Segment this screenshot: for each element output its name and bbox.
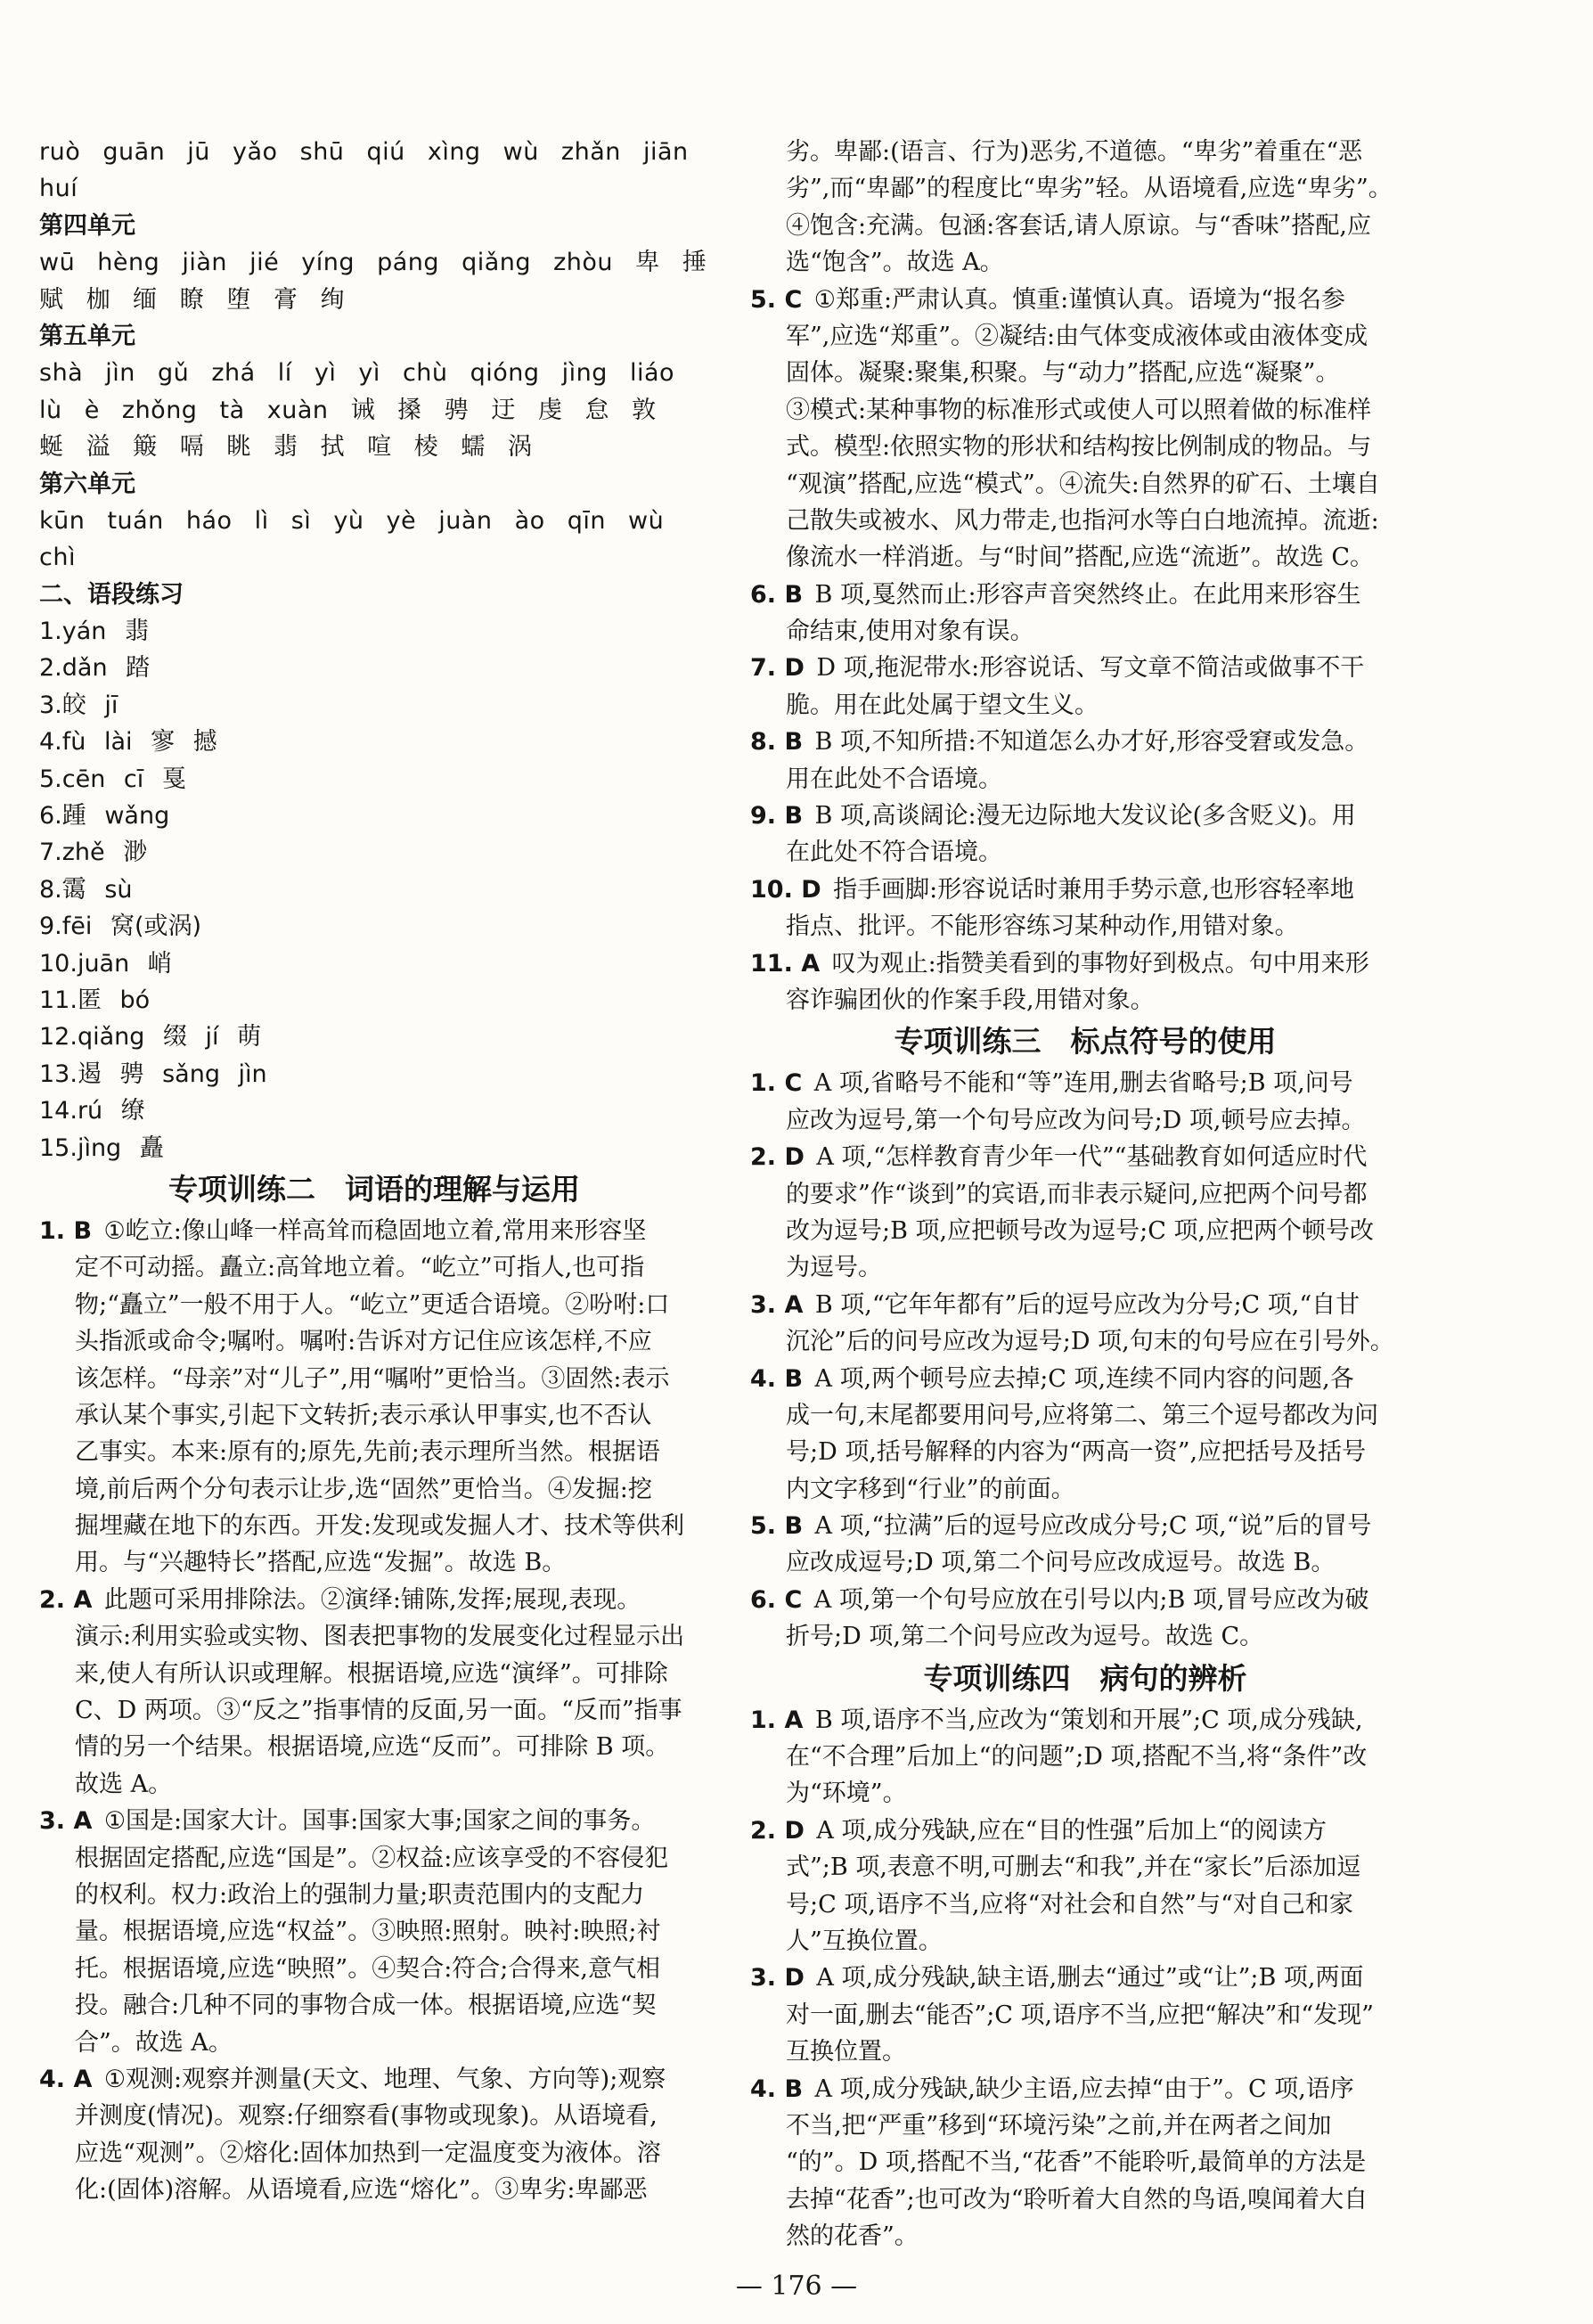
- answer-text: B 项,“它年年都有”后的逗号应改为分号;C 项,“自甘: [814, 1290, 1360, 1319]
- answer-line: [39, 1729, 709, 1765]
- answer-text: 不当,把“严重”移到“环境污染”之前,并在两者之间加: [786, 2111, 1332, 2140]
- exercise-item: 13.遏 骋 sǎng jìn: [39, 1060, 267, 1088]
- exercise-item: 1.yán 翡: [39, 618, 149, 646]
- answer-line: [39, 1434, 709, 1470]
- answer-text: B 项,语序不当,应改为“策划和开展”;C 项,成分残缺,: [814, 1706, 1363, 1734]
- answer-line: [39, 1213, 709, 1249]
- answer-text: ③模式:某种事物的标准形式或使人可以照着做的标准样: [786, 396, 1372, 424]
- answer-line: 劣。卑鄙:(语言、行为)恶劣,不道德。“卑劣”着重在“恶: [786, 138, 1363, 166]
- answer-line: [750, 1508, 1420, 1544]
- answer-text: 掘埋藏在地下的东西。开发:发现或发掘人才、技术等供利: [75, 1512, 685, 1541]
- exercise-item: 8.霭 sù: [39, 875, 133, 904]
- answer-text: 合”。故选 A。: [75, 2028, 233, 2057]
- answer-line: [39, 1582, 709, 1618]
- answer-line: [750, 1213, 1420, 1249]
- answer-label: 4. B: [750, 2074, 804, 2103]
- answer-line: [39, 1987, 709, 2024]
- answer-line: [39, 1361, 709, 1397]
- answer-line: [39, 1656, 709, 1692]
- answer-text: 己散失或被水、风力带走,也指河水等白白地流掉。流逝:: [786, 506, 1379, 535]
- answer-line: [750, 687, 1420, 724]
- answer-line: [39, 1913, 709, 1950]
- answer-label: 1. C: [750, 1069, 803, 1098]
- answer-text: “的”。D 项,搭配不当,“花香”不能聆听,最简单的方法是: [786, 2148, 1367, 2177]
- answer-line: [39, 2135, 709, 2172]
- section-heading-2: 专项训练二 词语的理解与运用: [168, 1171, 580, 1207]
- answer-line: [750, 1139, 1420, 1175]
- answer-item: [750, 650, 1420, 724]
- exercise-item: 3.皎 jī: [39, 691, 118, 719]
- answer-line: [39, 1544, 709, 1581]
- answer-line: [39, 1471, 709, 1508]
- answer-line: [750, 1960, 1420, 1996]
- unit4-title: 第四单元: [39, 211, 135, 240]
- answer-text: ①屹立:像山峰一样高耸而稳固地立着,常用来形容坚: [103, 1216, 647, 1245]
- answer-line: [750, 2107, 1420, 2144]
- answer-label: 5. B: [750, 1512, 804, 1541]
- answer-line: [39, 2098, 709, 2134]
- answer-line: [750, 392, 1420, 429]
- exercise-item: 7.zhě 渺: [39, 839, 148, 867]
- answer-text: A 项,“拉满”后的逗号应改成分号;C 项,“说”后的冒号: [814, 1512, 1372, 1541]
- answer-text: 根据固定搭配,应选“国是”。②权益:应该享受的不容侵犯: [75, 1844, 669, 1872]
- answer-text: 乙事实。本来:原有的;原先,先前;表示理所当然。根据语: [75, 1438, 660, 1467]
- answer-item: [750, 1813, 1420, 1960]
- answer-line: [750, 908, 1420, 945]
- answer-item: [750, 1582, 1420, 1656]
- section2-title: 二、语段练习: [39, 580, 184, 609]
- answer-text: A 项,两个顿号应去掉;C 项,连续不同内容的问题,各: [814, 1364, 1354, 1393]
- answer-line: [750, 1923, 1420, 1960]
- answer-text: 像流水一样消逝。与“时间”搭配,应选“流逝”。故选 C。: [786, 544, 1375, 572]
- answer-line: [750, 613, 1420, 650]
- unit5-title: 第五单元: [39, 322, 135, 350]
- section-heading-4: 专项训练四 病句的辨析: [923, 1660, 1247, 1696]
- answer-text: ①国是:国家大计。国事:国家大事;国家之间的事务。: [103, 1807, 656, 1836]
- answer-text: 情的另一个结果。根据语境,应选“反而”。可排除 B 项。: [75, 1733, 670, 1762]
- answer-line: [39, 1618, 709, 1655]
- answer-text: 号;C 项,语序不当,应将“对社会和自然”与“对自己和家: [786, 1890, 1353, 1919]
- answer-text: 式”;B 项,表意不明,可删去“和我”,并在“家长”后添加逗: [786, 1853, 1361, 1882]
- answer-text: 在此处不符合语境。: [786, 839, 1002, 867]
- answer-text: 互换位置。: [786, 2038, 906, 2066]
- answer-line: [750, 1287, 1420, 1323]
- answer-line: 选“饱含”。故选 A。: [786, 249, 1004, 277]
- answer-text: A 项,成分残缺,缺主语,删去“通过”或“让”;B 项,两面: [816, 1964, 1364, 1993]
- pinyin-line: ruò guān jū yǎo shū qiú xìng wù zhǎn jiān: [39, 138, 689, 166]
- answer-line: [39, 1287, 709, 1323]
- answer-label: 4. B: [750, 1364, 804, 1393]
- answer-line: [750, 798, 1420, 834]
- answer-line: [750, 1886, 1420, 1923]
- answer-line: [750, 466, 1420, 503]
- answer-line: [750, 724, 1420, 760]
- answer-line: [750, 1434, 1420, 1470]
- answer-text: 式。模型:依照实物的形状和结构按比例制成的物品。与: [786, 433, 1372, 462]
- right-column: [750, 134, 1420, 2254]
- answer-label: 2. A: [39, 1585, 93, 1614]
- answer-text: 投。融合:几种不同的事物合成一体。根据语境,应选“契: [75, 1992, 657, 2020]
- answer-line: [750, 1618, 1420, 1655]
- answer-text: 应改成逗号;D 项,第二个问号应改成逗号。故选 B。: [786, 1549, 1336, 1577]
- exercise-item: 15.jìng 矗: [39, 1133, 164, 1162]
- answer-text: 应选“观测”。②熔化:固体加热到一定温度变为液体。溶: [75, 2139, 661, 2167]
- answer-item: [750, 1361, 1420, 1509]
- answer-text: A 项,成分残缺,缺少主语,应去掉“由于”。C 项,语序: [814, 2074, 1354, 2103]
- answer-text: 托。根据语境,应选“映照”。④契合:符合;合得来,意气相: [75, 1954, 660, 1983]
- answer-line: [750, 1176, 1420, 1213]
- answer-label: 6. B: [750, 580, 804, 609]
- answer-line: [750, 872, 1420, 908]
- answer-text: 固体。凝聚:聚集,积聚。与“动力”搭配,应选“凝聚”。: [786, 359, 1340, 388]
- answer-line: 劣”,而“卑鄙”的程度比“卑劣”轻。从语境看,应选“卑劣”。: [786, 175, 1393, 203]
- answer-line: [750, 945, 1420, 982]
- answer-line: [750, 577, 1420, 613]
- answer-text: 指点、批评。不能形容练习某种动作,用错对象。: [786, 912, 1299, 941]
- answer-item: [750, 945, 1420, 1019]
- answer-text: 应改为逗号,第一个句号应改为问号;D 项,顿号应去掉。: [786, 1106, 1366, 1134]
- exercise-item: 2.dǎn 踏: [39, 654, 151, 683]
- answer-text: ①观测:观察并测量(天文、地理、气象、方向等);观察: [103, 2065, 666, 2093]
- answer-text: 定不可动摇。矗立:高耸地立着。“屹立”可指人,也可指: [75, 1254, 645, 1282]
- answer-line: [750, 2218, 1420, 2254]
- answer-label: 3. A: [750, 1290, 804, 1319]
- answer-text: 的权利。权力:政治上的强制力量;职责范围内的支配力: [75, 1880, 645, 1909]
- answer-text: 来,使人有所认识或理解。根据语境,应选“演绎”。可排除: [75, 1659, 668, 1688]
- answer-line: [750, 1102, 1420, 1139]
- pinyin-line: 赋 枷 缅 瞭 堕 膏 绚: [39, 285, 345, 314]
- answer-line: [750, 1849, 1420, 1886]
- answer-text: 物;“矗立”一般不用于人。“屹立”更适合语境。②吩咐:口: [75, 1290, 670, 1319]
- answer-text: 改为逗号;B 项,应把顿号改为逗号;C 项,应把两个顿号改: [786, 1216, 1375, 1245]
- answer-text: 折号;D 项,第二个问号应改为逗号。故选 C。: [786, 1623, 1264, 1651]
- answer-line: [750, 1065, 1420, 1101]
- answer-label: 1. A: [750, 1706, 804, 1734]
- answer-text: 成一句,末尾都要用问号,应将第二、第三个逗号都改为问: [786, 1401, 1379, 1429]
- pinyin-line: lù è zhǒng tà xuàn 诫 搡 骋 迂 虔 怠 敦: [39, 396, 657, 424]
- answer-line: [750, 650, 1420, 686]
- answer-text: B 项,高谈阔论:漫无边际地大发议论(多含贬义)。用: [814, 802, 1356, 831]
- answer-text: 沉沦”后的问号应改为逗号;D 项,句末的句号应在引号外。: [786, 1328, 1394, 1356]
- answer-line: [750, 1775, 1420, 1812]
- answer-text: 在“不合理”后加上“的问题”;D 项,搭配不当,将“条件”改: [786, 1743, 1368, 1772]
- answer-line: [39, 2025, 709, 2061]
- answer-line: [750, 1249, 1420, 1286]
- answer-line: [39, 1766, 709, 1803]
- exercise-item: 14.rú 缭: [39, 1097, 145, 1125]
- answer-label: 2. D: [750, 1143, 805, 1172]
- answer-line: [750, 1397, 1420, 1434]
- answer-line: [750, 539, 1420, 576]
- answer-text: ①郑重:严肃认真。慎重:谨慎认真。语境为“报名参: [813, 285, 1345, 314]
- answer-text: 境,前后两个分句表示让步,选“固然”更恰当。④发掘:挖: [75, 1475, 652, 1503]
- answer-line: [39, 1249, 709, 1286]
- answer-line: [39, 1877, 709, 1913]
- answer-line: [750, 1813, 1420, 1849]
- answer-item: [750, 1960, 1420, 2070]
- answer-line: ④饱含:充满。包涵:客套话,请人原谅。与“香味”搭配,应: [786, 211, 1371, 240]
- answer-text: 量。根据语境,应选“权益”。③映照:照射。映衬:映照;衬: [75, 1918, 661, 1946]
- answer-label: 4. A: [39, 2065, 93, 2093]
- answer-line: [39, 1508, 709, 1544]
- answer-label: 10. D: [750, 875, 821, 904]
- answer-line: [750, 982, 1420, 1019]
- answer-text: B 项,戛然而止:形容声音突然终止。在此用来形容生: [814, 580, 1361, 609]
- unit6-title: 第六单元: [39, 470, 135, 498]
- answer-text: 军”,应选“郑重”。②凝结:由气体变成液体或由液体变成: [786, 322, 1368, 350]
- answer-text: “观演”搭配,应选“模式”。④流失:自然界的矿石、土壤自: [786, 470, 1380, 498]
- answer-item: [750, 282, 1420, 577]
- answer-text: A 项,成分残缺,应在“目的性强”后加上“的阅读方: [816, 1816, 1328, 1845]
- answer-line: [39, 1692, 709, 1729]
- answer-text: 为逗号。: [786, 1254, 882, 1282]
- answer-line: [750, 282, 1420, 318]
- answer-text: 号;D 项,括号解释的内容为“两高一资”,应把括号及括号: [786, 1438, 1367, 1467]
- answer-text: 然的花香”。: [786, 2222, 919, 2251]
- answer-text: 对一面,删去“能否”;C 项,语序不当,应把“解决”和“发现”: [786, 2001, 1374, 2029]
- answer-line: [39, 2172, 709, 2208]
- answer-line: [750, 761, 1420, 798]
- answer-text: 该怎样。“母亲”对“儿子”,用“嘱咐”更恰当。③固然:表示: [75, 1364, 670, 1393]
- answer-line: [39, 1803, 709, 1839]
- answer-item: [750, 1287, 1420, 1361]
- pinyin-line: 蜒 溢 簸 嗝 眺 翡 拭 喧 棱 蠕 涡: [39, 433, 533, 462]
- answer-label: 7. D: [750, 654, 805, 683]
- answer-text: C、D 两项。③“反之”指事情的反面,另一面。“反而”指事: [75, 1697, 682, 1725]
- answer-label: 5. C: [750, 285, 803, 314]
- answer-line: [750, 1739, 1420, 1775]
- answer-line: [39, 2061, 709, 2098]
- answer-text: 指手画脚:形容说话时兼用手势示意,也形容轻率地: [833, 875, 1354, 904]
- answer-text: D 项,拖泥带水:形容说话、写文章不简洁或做事不干: [816, 654, 1365, 683]
- answer-line: [750, 503, 1420, 539]
- answer-text: A 项,省略号不能和“等”连用,删去省略号;B 项,问号: [813, 1069, 1353, 1098]
- answer-label: 6. C: [750, 1585, 803, 1614]
- answer-line: [750, 355, 1420, 391]
- exercise-item: 12.qiǎng 缀 jí 萌: [39, 1023, 262, 1052]
- answer-item: [750, 1065, 1420, 1139]
- answer-line: [750, 1582, 1420, 1618]
- answer-item: [39, 1803, 709, 2061]
- answer-text: 容诈骗团伙的作案手段,用错对象。: [786, 986, 1155, 1014]
- answer-line: [750, 318, 1420, 355]
- answer-text: 人”互换位置。: [786, 1927, 943, 1955]
- exercise-item: 5.cēn cī 戛: [39, 765, 186, 793]
- answer-item: [750, 2071, 1420, 2255]
- answer-line: [750, 1544, 1420, 1581]
- answer-line: [750, 2144, 1420, 2181]
- answer-text: 叹为观止:指赞美看到的事物好到极点。句中用来形: [831, 949, 1369, 978]
- pinyin-line: wū hèng jiàn jié yíng páng qiǎng zhòu 卑 捶: [39, 249, 707, 277]
- answer-text: A 项,“怎样教育青少年一代”“基础教育如何适应时代: [816, 1143, 1368, 1172]
- answer-line: [750, 429, 1420, 465]
- answer-line: [39, 1840, 709, 1877]
- answer-text: 用。与“兴趣特长”搭配,应选“发掘”。故选 B。: [75, 1549, 567, 1577]
- answer-item: [750, 1508, 1420, 1582]
- answer-text: 用在此处不合语境。: [786, 765, 1002, 793]
- exercise-item: 9.fēi 窝(或涡): [39, 912, 202, 941]
- answer-text: 去掉“花香”;也可改为“聆听着大自然的鸟语,嗅闻着大自: [786, 2185, 1368, 2214]
- left-column: [39, 134, 709, 2208]
- exercise-item: 11.匿 bó: [39, 986, 151, 1014]
- answer-text: 化:(固体)溶解。从语境看,应选“熔化”。③卑劣:卑鄙恶: [75, 2176, 648, 2205]
- answer-line: [750, 1323, 1420, 1360]
- answer-label: 2. D: [750, 1816, 805, 1845]
- answer-label: 3. A: [39, 1807, 93, 1836]
- answer-label: 8. B: [750, 728, 804, 757]
- answer-text: 承认某个事实,引起下文转折;表示承认甲事实,也不否认: [75, 1401, 652, 1429]
- answer-text: 演示:利用实验或实物、图表把事物的发展变化过程显示出: [75, 1623, 685, 1651]
- answer-label: 11. A: [750, 949, 821, 978]
- answer-line: [39, 1951, 709, 1987]
- answer-text: 头指派或命令;嘱咐。嘱咐:告诉对方记住应该怎样,不应: [75, 1328, 652, 1356]
- page-number: — 176 —: [735, 2271, 858, 2302]
- answer-line: [750, 1471, 1420, 1508]
- exercise-item: 10.juān 峭: [39, 949, 172, 978]
- answer-line: [750, 2034, 1420, 2070]
- answer-text: 脆。用在此处属于望文生义。: [786, 691, 1099, 719]
- answer-line: [750, 2071, 1420, 2107]
- answer-line: [39, 1323, 709, 1360]
- section-heading-3: 专项训练三 标点符号的使用: [894, 1024, 1277, 1060]
- answer-item: [750, 724, 1420, 798]
- answer-label: 9. B: [750, 802, 804, 831]
- pinyin-line: chì: [39, 544, 76, 572]
- answer-item: [39, 2061, 709, 2209]
- answer-line: [750, 1702, 1420, 1739]
- answer-line: [750, 834, 1420, 871]
- answer-item: [39, 1582, 709, 1803]
- exercise-item: 4.fù lài 寥 撼: [39, 728, 217, 757]
- answer-line: [750, 2181, 1420, 2218]
- answer-text: 此题可采用排除法。②演绎:铺陈,发挥;展现,表现。: [103, 1585, 641, 1614]
- pinyin-line: huí: [39, 175, 78, 203]
- answer-line: [750, 1361, 1420, 1397]
- exercise-item: 6.踵 wǎng: [39, 802, 170, 831]
- answer-text: A 项,第一个句号应放在引号以内;B 项,冒号应改为破: [813, 1585, 1369, 1614]
- answer-text: 并测度(情况)。观察:仔细察看(事物或现象)。从语境看,: [75, 2102, 658, 2131]
- answer-text: 的要求”作“谈到”的宾语,而非表示疑问,应把两个问号都: [786, 1180, 1368, 1208]
- answer-item: [750, 872, 1420, 945]
- answer-text: 故选 A。: [75, 1770, 173, 1798]
- answer-line: [39, 1397, 709, 1434]
- answer-label: 3. D: [750, 1964, 805, 1993]
- answer-text: 命结束,使用对象有误。: [786, 618, 1034, 646]
- answer-text: 内文字移到“行业”的前面。: [786, 1475, 1075, 1503]
- answer-item: [750, 1139, 1420, 1287]
- answer-item: [750, 798, 1420, 872]
- answer-item: [39, 1213, 709, 1582]
- answer-text: 为“环境”。: [786, 1780, 907, 1808]
- answer-line: [750, 1997, 1420, 2034]
- answer-text: B 项,不知所措:不知道怎么办才好,形容受窘或发急。: [814, 728, 1369, 757]
- answer-item: [750, 1702, 1420, 1813]
- answer-label: 1. B: [39, 1216, 93, 1245]
- pinyin-line: kūn tuán háo lì sì yù yè juàn ào qīn wù: [39, 506, 665, 535]
- answer-item: [750, 577, 1420, 651]
- pinyin-line: shà jìn gǔ zhá lí yì yì chù qióng jìng liáo: [39, 359, 675, 388]
